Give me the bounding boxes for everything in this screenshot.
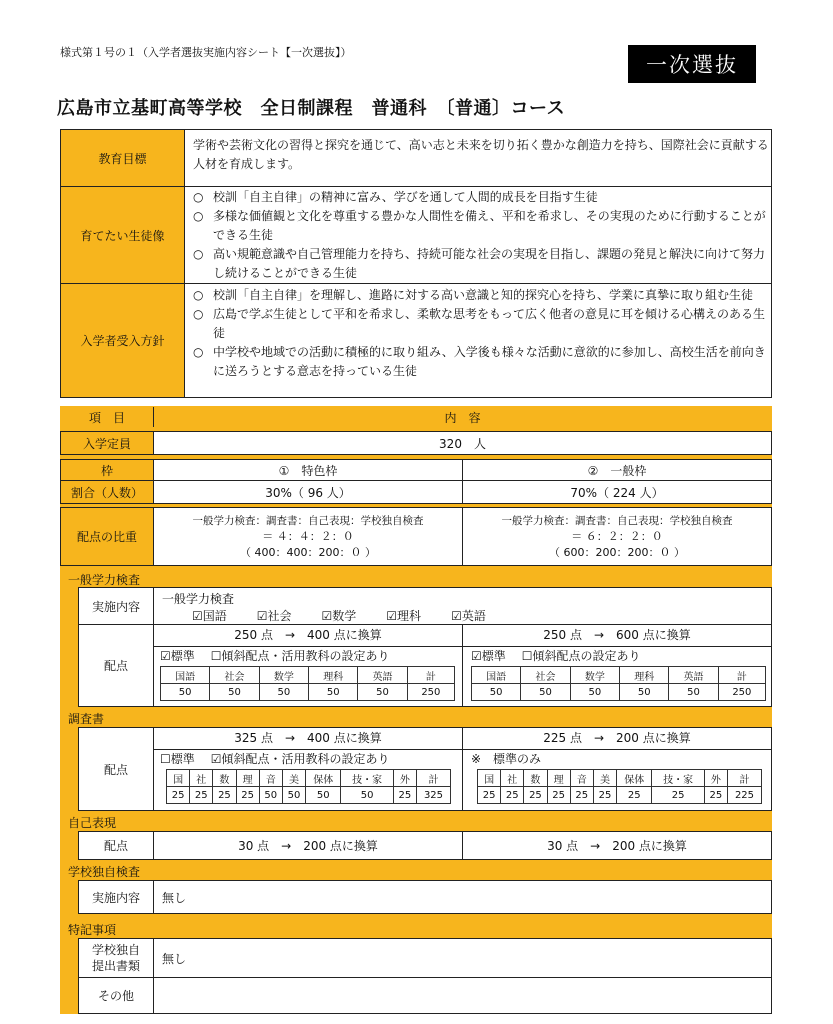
ratio-special: 30%（ 96 人） (153, 480, 463, 504)
weight-label: 配点の比重 (60, 507, 154, 566)
students-item: 校訓「自主自律」の精神に富み、学びを通して人間的成長を目指す生徒 (213, 190, 598, 204)
school-impl-value: 無し (153, 880, 772, 914)
report-score-label: 配点 (78, 727, 154, 811)
students-label: 育てたい生徒像 (61, 187, 185, 283)
weight-general: 一般学力検査：調査書：自己表現：学校独自検査 ＝ ６：２：２：０ （ 600：200：200：０ ） (462, 507, 772, 566)
self-section: 自己表現 (68, 815, 117, 830)
ratio-general: 70%（ 224 人） (462, 480, 772, 504)
students-item: 多様な価値観と文化を尊重する豊かな人間性を備え、平和を希求し、その実現のために行動することができる生徒 (213, 209, 766, 242)
subject-check: ☑国語 (192, 609, 227, 623)
notes-section: 特記事項 (68, 922, 117, 937)
page-title: 広島市立基町高等学校 全日制課程 普通科 〔普通〕コース (57, 98, 566, 119)
academic-score-general: 250 点 → 600 点に換算 ☑標準 ☐傾斜配点の設定あり 国語 社会 数学 理科 英語 計 50 50 50 50 50 250 (462, 624, 772, 707)
policy-list: ○ 校訓「自主自律」を理解し、進路に対する高い意識と知的探究心を持ち、学業に真摯に取り組む生徒 ○ 広島で学ぶ生徒として平和を希求し、柔軟な思考をもって広く他者の意見に耳を傾ける心構えのある生徒 ○ 中学校や地域での活動に積極的に取り組み、入学後も様々な活動に意欲的に参加し、高校生活を前向きに送ろうとする意志を持っている生徒 (185, 286, 773, 381)
goals-label: 教育目標 (61, 130, 185, 186)
report-score-general: 225 点 → 200 点に換算 ※ 標準のみ 国 社 数 理 音 美 保体 技・家 外 計 25 25 25 25 25 25 25 25 25 225 (462, 727, 772, 811)
report-section: 調査書 (68, 711, 105, 726)
academic-impl-label: 実施内容 (78, 587, 154, 625)
academic-impl: 一般学力検査 ☑国語 ☑社会 ☑数学 ☑理科 ☑英語 (153, 587, 772, 625)
academic-section: 一般学力検査 (68, 572, 141, 587)
frame-special: ① 特色枠 (153, 459, 463, 481)
self-score-general: 30 点 → 200 点に換算 (462, 831, 772, 860)
notes-other-label: その他 (78, 977, 154, 1014)
item-header: 項 目 (88, 410, 125, 425)
capacity-label: 入学定員 (60, 431, 154, 455)
notes-docs-value: 無し (153, 938, 772, 978)
frame-label: 枠 (60, 459, 154, 481)
students-item: 高い規範意識や自己管理能力を持ち、持続可能な社会の実現を目指し、課題の発見と解決に向けて努力し続けることができる生徒 (213, 247, 766, 280)
content-header: 内 容 (444, 410, 481, 425)
frame-general: ② 一般枠 (462, 459, 772, 481)
subject-check: ☑数学 (321, 609, 357, 623)
students-list: ○ 校訓「自主自律」の精神に富み、学びを通して人間的成長を目指す生徒 ○ 多様な価値観と文化を尊重する豊かな人間性を備え、平和を希求し、その実現のために行動することができる生徒 ○ 高い規範意識や自己管理能力を持ち、持続可能な社会の実現を目指し、課題の発見と解決に向けて努力し続けることができる生徒 (185, 188, 773, 283)
notes-other-value (153, 977, 772, 1014)
subject-check: ☑理科 (386, 609, 422, 623)
weight-special: 一般学力検査：調査書：自己表現：学校独自検査 ＝ ４：４：２：０ （ 400：400：200：０ ） (153, 507, 463, 566)
selection-badge: 一次選抜 (628, 45, 756, 83)
form-label: 様式第１号の１（入学者選抜実施内容シート【一次選抜】） (60, 46, 352, 59)
academic-score-label: 配点 (78, 624, 154, 707)
self-score-label: 配点 (78, 831, 154, 860)
subject-check: ☑英語 (451, 609, 486, 623)
academic-score-special: 250 点 → 400 点に換算 ☑標準 ☐傾斜配点・活用教科の設定あり 国語 社会 数学 理科 英語 計 50 50 50 50 50 250 (153, 624, 463, 707)
subject-check: ☑社会 (256, 609, 292, 623)
report-score-special: 325 点 → 400 点に換算 ☐標準 ☑傾斜配点・活用教科の設定あり 国 社 数 理 音 美 保体 技・家 外 計 25 25 25 25 50 50 50 50 25 325 (153, 727, 463, 811)
goals-text: 学術や芸術文化の習得と探究を通じて、高い志と未来を切り拓く豊かな創造力を持ち、国際社会に貢献する人材を育成します。 (193, 138, 769, 171)
notes-docs-label: 学校独自 提出書類 (78, 938, 154, 978)
school-section: 学校独自検査 (68, 864, 141, 879)
policy-item: 広島で学ぶ生徒として平和を希求し、柔軟な思考をもって広く他者の意見に耳を傾ける心構えのある生徒 (213, 307, 766, 340)
ratio-label: 割合（人数） (60, 480, 154, 504)
policy-item: 中学校や地域での活動に積極的に取り組み、入学後も様々な活動に意欲的に参加し、高校生活を前向きに送ろうとする意志を持っている生徒 (213, 345, 766, 378)
policy-item: 校訓「自主自律」を理解し、進路に対する高い意識と知的探究心を持ち、学業に真摯に取り組む生徒 (213, 288, 754, 302)
capacity-value: 320 人 (153, 431, 772, 455)
self-score-special: 30 点 → 200 点に換算 (153, 831, 463, 860)
policy-label: 入学者受入方針 (61, 284, 185, 397)
school-impl-label: 実施内容 (78, 880, 154, 914)
